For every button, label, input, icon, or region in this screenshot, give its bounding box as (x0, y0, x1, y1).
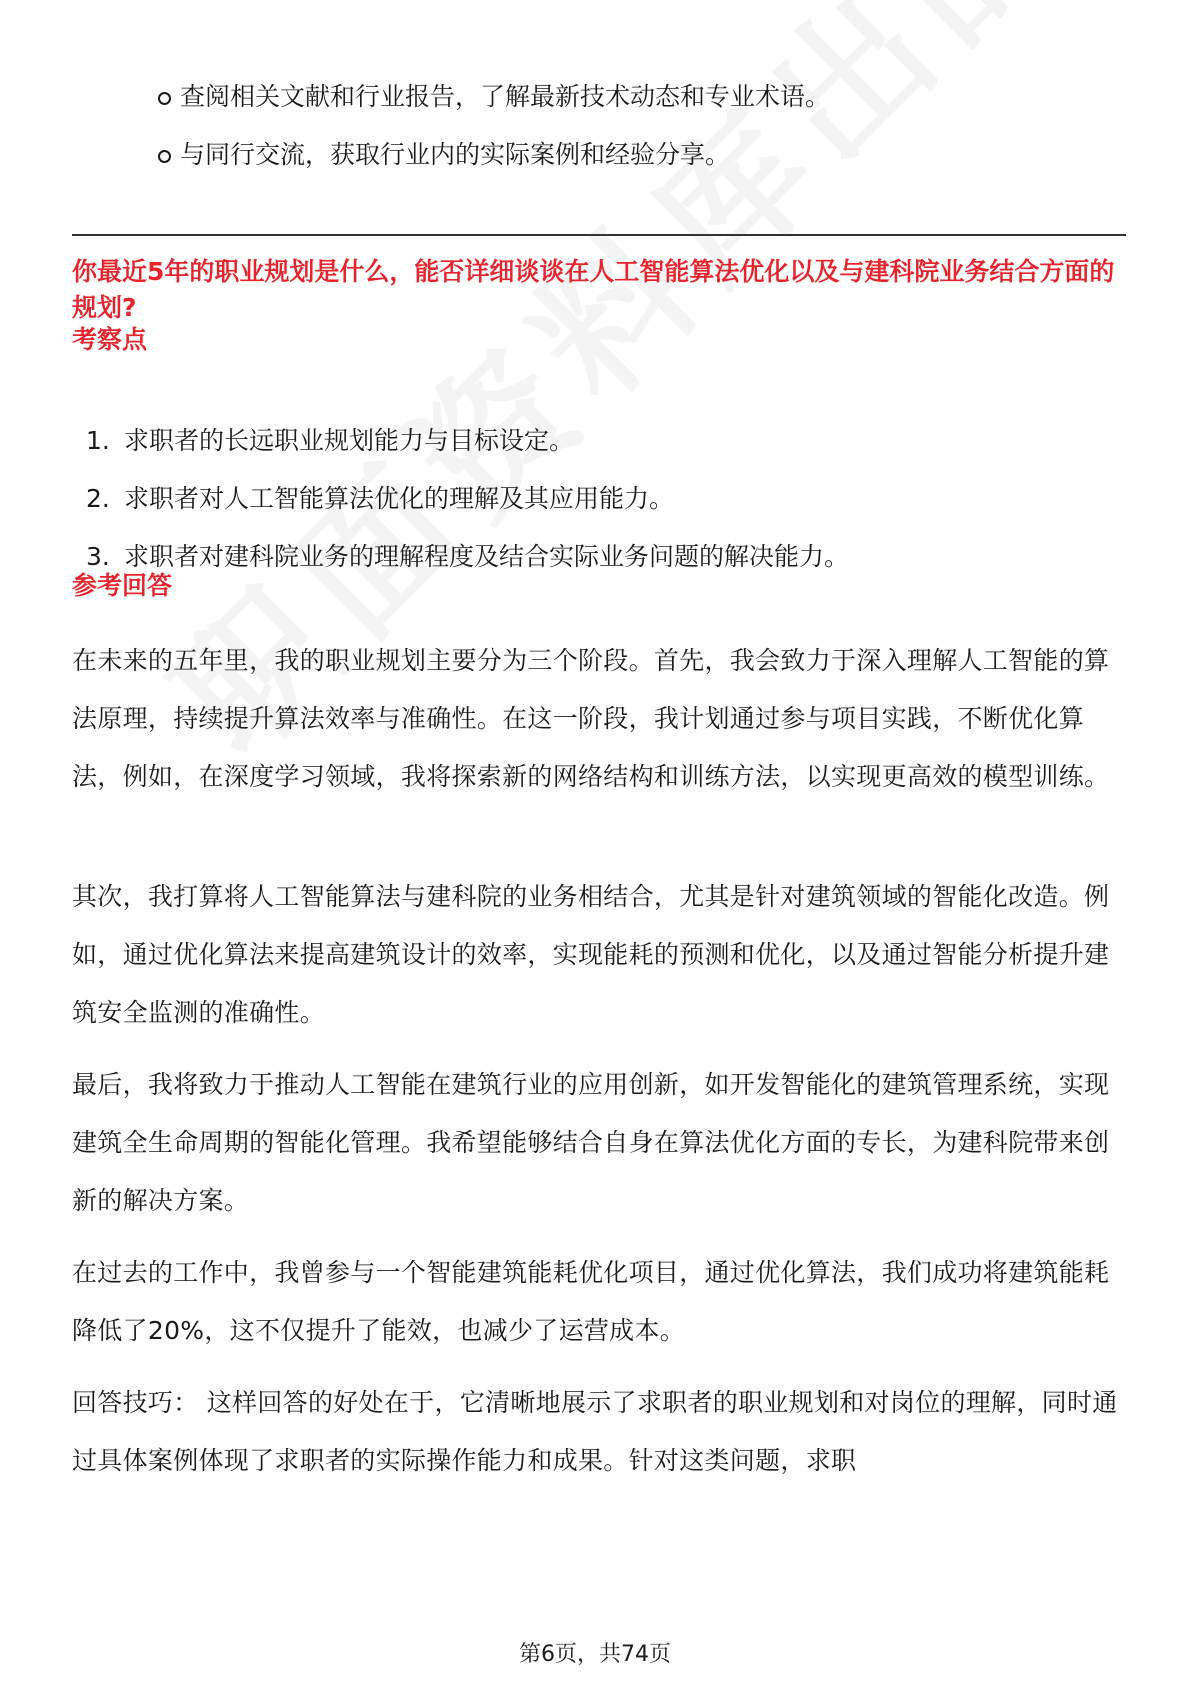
item-text: 求职者的长远职业规划能力与目标设定。 (124, 426, 575, 455)
list-item (86, 534, 1106, 592)
answer-paragraph: 在未来的五年里，我的职业规划主要分为三个阶段。首先，我会致力于深入理解人工智能的算法原理，持续提升算法效率与准确性。在这一阶段，我计划通过参与项目实践，不断优化算法，例如，在深度学习领域，我将探索新的网络结构和训练方法，以实现更高效的模型训练。 (72, 646, 1110, 791)
item-number: 1. (86, 426, 110, 455)
points-title: 考察点 (72, 325, 148, 354)
bullet-list (158, 72, 1118, 188)
list-item (86, 476, 1106, 534)
page-number: 第6页，共74页 (519, 1642, 671, 1667)
item-text: 求职者对建科院业务的理解程度及结合实际业务问题的解决能力。 (124, 542, 850, 571)
points-list (86, 418, 1106, 592)
item-text: 求职者对人工智能算法优化的理解及其应用能力。 (124, 484, 675, 513)
bullet-text: 查阅相关文献和行业报告，了解最新技术动态和专业术语。 (180, 82, 831, 111)
answer-paragraph: 其次，我打算将人工智能算法与建科院的业务相结合，尤其是针对建筑领域的智能化改造。例如，通过优化算法来提高建筑设计的效率，实现能耗的预测和优化，以及通过智能分析提升建筑安全监测的准确性。 (72, 882, 1110, 1027)
circle-bullet-icon (158, 92, 171, 105)
list-item (158, 130, 1118, 188)
list-item (158, 72, 1118, 130)
list-item (86, 418, 1106, 476)
item-number: 2. (86, 484, 110, 513)
answer-paragraph: 在过去的工作中，我曾参与一个智能建筑能耗优化项目，通过优化算法，我们成功将建筑能耗降低了20%，这不仅提升了能效，也减少了运营成本。 (72, 1258, 1110, 1345)
item-number: 3. (86, 542, 110, 571)
question-heading: 你最近5年的职业规划是什么，能否详细谈谈在人工智能算法优化以及与建科院业务结合方面的规划? (72, 257, 1115, 322)
answer-paragraph: 最后，我将致力于推动人工智能在建筑行业的应用创新，如开发智能化的建筑管理系统，实现建筑全生命周期的智能化管理。我希望能够结合自身在算法优化方面的专长，为建科院带来创新的解决方案。 (72, 1070, 1110, 1215)
circle-bullet-icon (158, 150, 171, 163)
bullet-text: 与同行交流，获取行业内的实际案例和经验分享。 (180, 140, 731, 169)
answer-tips-paragraph: 回答技巧： 这样回答的好处在于，它清晰地展示了求职者的职业规划和对岗位的理解，同时通过具体案例体现了求职者的实际操作能力和成果。针对这类问题，求职 (72, 1388, 1118, 1475)
answer-title: 参考回答 (72, 571, 173, 600)
divider (72, 234, 1126, 236)
